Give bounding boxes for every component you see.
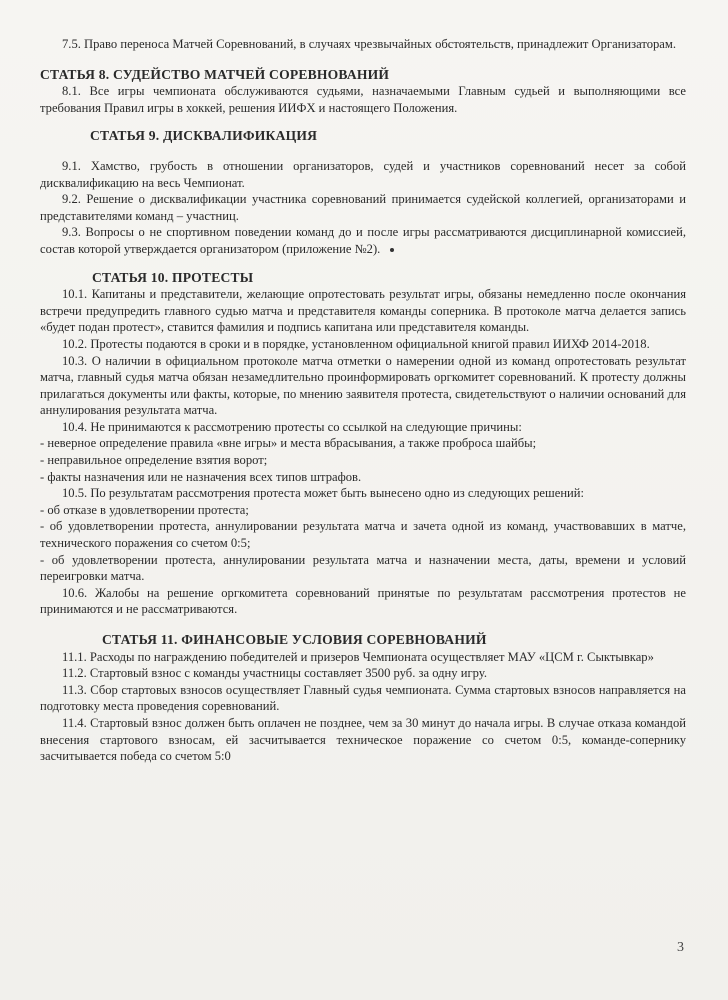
paragraph-11-2: 11.2. Стартовый взнос с команды участницы составляет 3500 руб. за одну игру. xyxy=(62,666,487,681)
paragraph-11-4: 11.4. Стартовый взнос должен быть оплачен не позднее, чем за 30 минут до начала игры. В случае отказа командой внесения стартового взносам, ей засчитывается техническое поражение со счетом 0:5, команде-сопернику засчитывается победа со счетом 5:0 xyxy=(40,715,686,764)
paragraph-8-1: 8.1. Все игры чемпионата обслуживаются судьями, назначаемыми Главным судьей и выполняющими все требования Правил игры в хоккей, решения ИИФХ и настоящего Положения. xyxy=(40,84,686,115)
stray-mark xyxy=(390,248,394,252)
paragraph-10-4: 10.4. Не принимаются к рассмотрению протесты со ссылкой на следующие причины: xyxy=(62,419,522,434)
paragraph-10-3: 10.3. О наличии в официальном протоколе матча отметки о намерении одной из команд опротестовать результат матча, главный судья матча обязан незамедлительно проинформировать оргкомитет соревнований. К протесту должны прилагаться документы или факты, которые, по мнению заявителя протеста, свидетельствуют о наличии оснований для аннулирования результата матча. xyxy=(40,353,686,418)
paragraph-9-1: 9.1. Хамство, грубость в отношении организаторов, судей и участников соревнований несет за собой дисквалификацию на весь Чемпионат. xyxy=(40,158,686,190)
paragraph-10-6: 10.6. Жалобы на решение оргкомитета соревнований принятые по результатам рассмотрения протестов не принимаются и не рассматриваются. xyxy=(40,585,686,617)
paragraph-9-3 xyxy=(40,224,686,257)
paragraph-9-2: 9.2. Решение о дисквалификации участника соревнований принимается судейской коллегией, организаторами и представителями команд – участниц. xyxy=(40,192,686,223)
list-item: - об отказе в удовлетворении протеста; xyxy=(40,502,249,517)
paragraph-9-3-text: 9.3. Вопросы о не спортивном поведении команд до и после игры рассматриваются дисциплинарной комиссией, состав которой утверждается организатором (приложение №2). xyxy=(40,225,686,256)
paragraph-11-1: 11.1. Расходы по награждению победителей и призеров Чемпионата осуществляет МАУ «ЦСМ г. Сыктывкар» xyxy=(62,649,654,664)
article-10-heading: СТАТЬЯ 10. ПРОТЕСТЫ xyxy=(92,269,254,285)
paragraph-10-2: 10.2. Протесты подаются в сроки и в порядке, установленном официальной книгой правил ИИХФ 2014-2018. xyxy=(62,336,650,351)
page-number: 3 xyxy=(677,940,684,955)
article-9-heading: СТАТЬЯ 9. ДИСКВАЛИФИКАЦИЯ xyxy=(90,128,318,144)
article-8-heading: СТАТЬЯ 8. СУДЕЙСТВО МАТЧЕЙ СОРЕВНОВАНИЙ xyxy=(40,66,390,82)
paragraph-10-5: 10.5. По результатам рассмотрения протеста может быть вынесено одно из следующих решений: xyxy=(62,486,585,501)
paragraph-11-3: 11.3. Сбор стартовых взносов осуществляет Главный судья чемпионата. Сумма стартовых взносов направляется на подготовку места проведения соревнований. xyxy=(40,682,686,714)
list-item: - об удовлетворении протеста, аннулировании результата матча и зачета одной из команд, участвовавших в матче, технического поражения со счетом 0:5; xyxy=(40,519,686,551)
document-body xyxy=(40,36,686,765)
list-item: - об удовлетворении протеста, аннулировании результата матча и назначении места, даты, времени и условий переигровки матча. xyxy=(40,552,686,584)
article-11-heading: СТАТЬЯ 11. ФИНАНСОВЫЕ УСЛОВИЯ СОРЕВНОВАНИЙ xyxy=(102,632,487,647)
paragraph-10-1: 10.1. Капитаны и представители, желающие опротестовать результат игры, обязаны немедленно после окончания встречи предупредить главного судью матча и представителя команды соперника. В протоколе матча делается запись «будет подан протест», ставится фамилия и подпись капитана или представителя команды. xyxy=(40,287,686,335)
list-item: - неверное определение правила «вне игры» и места вбрасывания, а также проброса шайбы; xyxy=(40,436,537,451)
list-item: - неправильное определение взятия ворот; xyxy=(40,453,268,468)
paragraph-7-5: 7.5. Право переноса Матчей Соревнований, в случаях чрезвычайных обстоятельств, принадлежит Организаторам. xyxy=(62,37,677,51)
list-item: - факты назначения или не назначения всех типов штрафов. xyxy=(40,469,362,484)
